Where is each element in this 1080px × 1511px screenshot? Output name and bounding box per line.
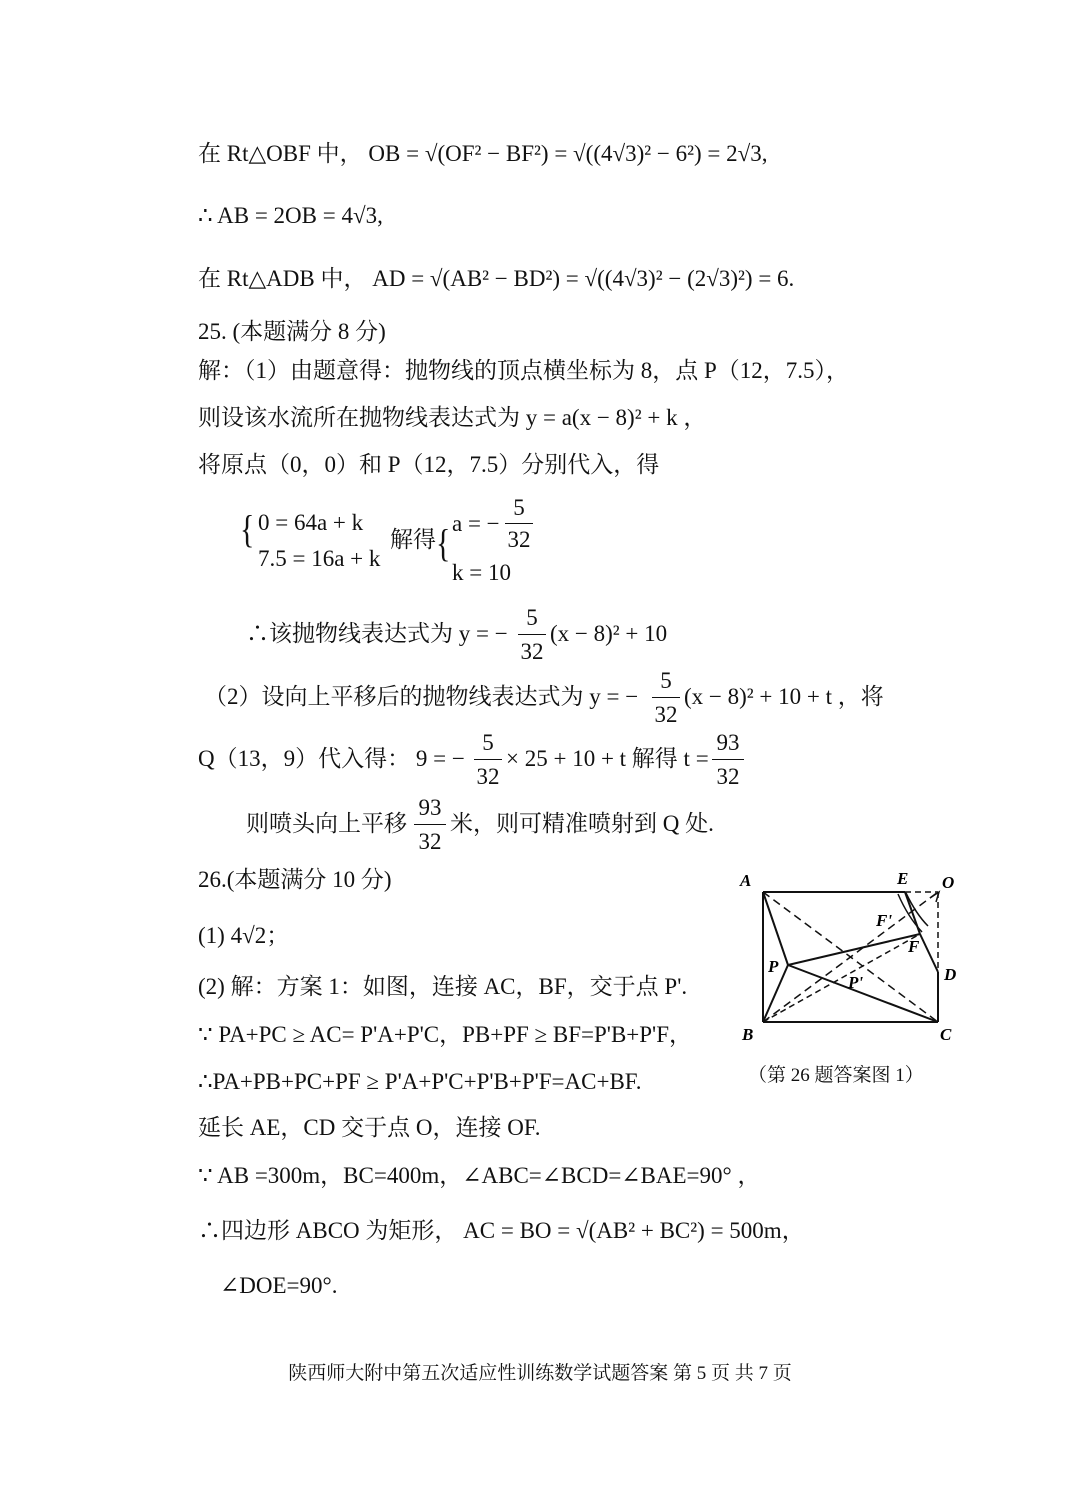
right-brace: { — [436, 522, 451, 566]
frac-f-den: 32 — [418, 829, 442, 854]
parabola-expression-suffix: (x − 8)² + 10 — [550, 621, 668, 646]
text-line-5: 解：（1）由题意得：抛物线的顶点横坐标为 8，点 P（12，7.5）， — [198, 358, 850, 383]
text-line-15: (2) 解：方案 1：如图，连接 AC，BF，交于点 P'. — [198, 974, 688, 999]
conclusion-prefix: 则喷头向上平移 — [246, 811, 407, 836]
left-brace: { — [240, 508, 255, 552]
frac-b-bar — [518, 634, 546, 635]
frac-b-den: 32 — [520, 639, 544, 664]
solve-label: 解得 — [390, 527, 436, 552]
part2-prefix: （2）设向上平移后的抛物线表达式为 y = − — [204, 684, 639, 709]
segment-PA — [763, 892, 788, 965]
problem-25-header: 25. (本题满分 8 分) — [198, 319, 386, 344]
segment-BF-dashed — [763, 934, 920, 1022]
geometry-figure — [730, 862, 970, 1062]
frac-e-num: 93 — [716, 730, 740, 755]
frac-b-num: 5 — [526, 605, 538, 630]
solution-k: k = 10 — [452, 560, 511, 585]
frac-e-bar — [712, 759, 744, 760]
segment-DF — [920, 934, 938, 972]
text-line-19: ∵ AB =300m，BC=400m，∠ABC=∠BCD=∠BAE=90° ， — [198, 1163, 761, 1188]
q-substitution-suffix: × 25 + 10 + t 解得 t = — [506, 746, 709, 771]
label-B: B — [742, 1025, 754, 1044]
q-substitution-prefix: Q（13，9）代入得： 9 = − — [198, 746, 465, 771]
text-line-17: ∴PA+PB+PC+PF ≥ P'A+P'C+P'B+P'F=AC+BF. — [198, 1069, 642, 1094]
page-footer: 陕西师大附中第五次适应性训练数学试题答案 第 5 页 共 7 页 — [288, 1363, 792, 1384]
frac-f-num: 93 — [418, 795, 442, 820]
label-A: A — [740, 871, 752, 890]
label-P-prime: P' — [848, 973, 864, 992]
equation-1: 0 = 64a + k — [258, 510, 364, 535]
arc-2 — [906, 893, 928, 926]
text-line-7: 将原点（0，0）和 P（12，7.5）分别代入，得 — [198, 452, 660, 477]
frac-e-den: 32 — [716, 764, 740, 789]
text-line-1: 在 Rt△OBF 中， OB = √(OF² − BF²) = √((4√3)² − 6²) = 2√3, — [198, 141, 768, 166]
figure-caption: （第 26 题答案图 1） — [748, 1065, 924, 1086]
frac-a-den: 32 — [507, 527, 531, 552]
text-line-18: 延长 AE，CD 交于点 O，连接 OF. — [198, 1115, 541, 1140]
label-F: F — [908, 937, 920, 956]
solution-a: a = − — [452, 511, 500, 536]
frac-c-bar — [652, 697, 680, 698]
text-line-6: 则设该水流所在抛物线表达式为 y = a(x − 8)² + k ， — [198, 405, 707, 430]
label-F-prime: F' — [876, 911, 893, 930]
text-line-16: ∵ PA+PC ≥ AC= P'A+P'C，PB+PF ≥ BF=P'B+P'F， — [198, 1022, 692, 1047]
arrow-head — [930, 892, 939, 902]
problem-26-header: 26.(本题满分 10 分) — [198, 867, 392, 892]
text-line-2: ∴ AB = 2OB = 4√3, — [198, 203, 383, 228]
text-line-20: ∴四边形 ABCO 为矩形， AC = BO = √(AB² + BC²) = 500m， — [198, 1218, 805, 1243]
text-line-14: (1) 4√2； — [198, 923, 290, 948]
conclusion-suffix: 米，则可精准喷射到 Q 处. — [450, 811, 714, 836]
frac-c-den: 32 — [654, 702, 678, 727]
frac-f-bar — [414, 824, 446, 825]
frac-d-bar — [474, 759, 502, 760]
label-P: P — [768, 957, 779, 976]
frac-c-num: 5 — [660, 668, 672, 693]
parabola-expression-prefix: ∴该抛物线表达式为 y = − — [246, 621, 508, 646]
label-D: D — [944, 965, 957, 984]
label-C: C — [940, 1025, 952, 1044]
label-O: O — [942, 873, 955, 892]
label-E: E — [897, 869, 909, 888]
text-line-21: ∠DOE=90°. — [220, 1273, 338, 1298]
equation-2: 7.5 = 16a + k — [258, 546, 381, 571]
frac-d-den: 32 — [476, 764, 500, 789]
frac-d-num: 5 — [482, 730, 494, 755]
segment-PF — [788, 934, 920, 965]
text-line-3: 在 Rt△ADB 中， AD = √(AB² − BD²) = √((4√3)² − (2√3)²) = 6. — [198, 266, 795, 291]
frac-a-num: 5 — [513, 495, 525, 520]
part2-suffix: (x − 8)² + 10 + t ，将 — [684, 684, 884, 709]
